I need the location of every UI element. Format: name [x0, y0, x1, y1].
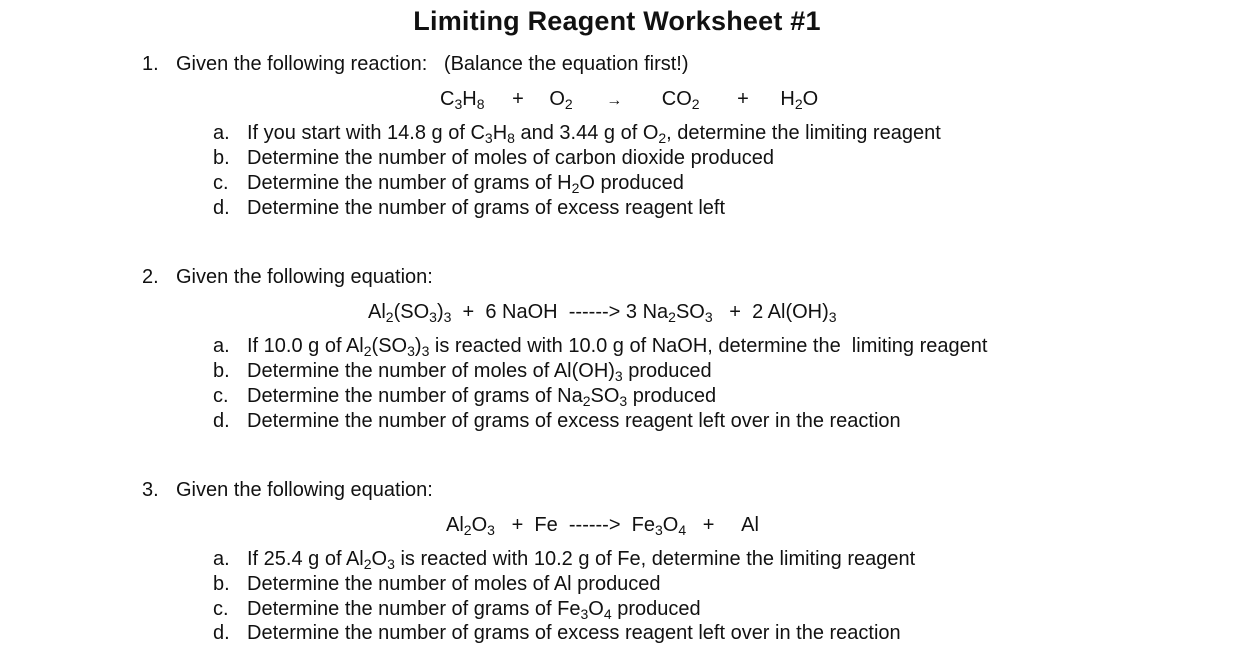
- reaction-arrow: →: [606, 92, 623, 109]
- equation-term: $CO_2$: [661, 88, 700, 112]
- list-item: d. Determine the number of grams of excess reagent left over in the reaction: [213, 622, 901, 644]
- equation-term: $O_2$: [549, 88, 573, 112]
- list-item: d. Determine the number of grams of excess reagent left over in the reaction: [213, 410, 901, 432]
- equation-operator: +: [737, 88, 749, 110]
- list-item: a. If you start with 14.8 g of $C_3H_8$ and 3.44 g of $O_2$, determine the limiting reagent: [213, 122, 941, 146]
- page-title: Limiting Reagent Worksheet #1: [413, 6, 821, 36]
- list-item: c. Determine the number of grams of $H_2O$ produced: [213, 172, 684, 196]
- question-number: 2.: [142, 266, 159, 288]
- list-item: a. If 25.4 g of $Al_2O_3$ is reacted with 10.2 g of Fe, determine the limiting reagent: [213, 548, 916, 572]
- question-number: 3.: [142, 479, 159, 501]
- question-1: [142, 53, 689, 76]
- equation-2: $Al_2(SO_3)_3 + 6$ NaOH ------> 3 $Na_2SO_3 + 2$ $Al(OH)_3$: [368, 301, 837, 325]
- question-number: 1.: [142, 53, 159, 75]
- equation-3: $Al_2O_3 + Fe$ ------> $Fe_3O_4$ + Al: [446, 514, 759, 538]
- question-3: [142, 479, 433, 502]
- list-item: b. Determine the number of moles of $Al(OH)_3$ produced: [213, 360, 712, 384]
- list-item: c. Determine the number of grams of $Fe_3O_4$ produced: [213, 598, 701, 622]
- equation-1: [440, 88, 818, 111]
- question-prompt: Given the following equation:: [176, 266, 433, 288]
- question-prompt: Given the following reaction: (Balance the equation first!): [176, 53, 689, 75]
- equation-term: $H_2O$: [780, 88, 819, 112]
- equation-term: $C_3H_8$: [440, 88, 485, 112]
- list-item: d. Determine the number of grams of excess reagent left: [213, 197, 726, 219]
- question-2: [142, 266, 433, 289]
- question-prompt: Given the following equation:: [176, 479, 433, 501]
- list-item: a. If 10.0 g of $Al_2(SO_3)_3$ is reacted with 10.0 g of NaOH, determine the limiting reagent: [213, 335, 988, 359]
- equation-operator: +: [512, 88, 524, 110]
- list-item: b. Determine the number of moles of carbon dioxide produced: [213, 147, 774, 169]
- list-item: c. Determine the number of grams of $Na_2SO_3$ produced: [213, 385, 717, 409]
- list-item: b. Determine the number of moles of Al produced: [213, 573, 661, 595]
